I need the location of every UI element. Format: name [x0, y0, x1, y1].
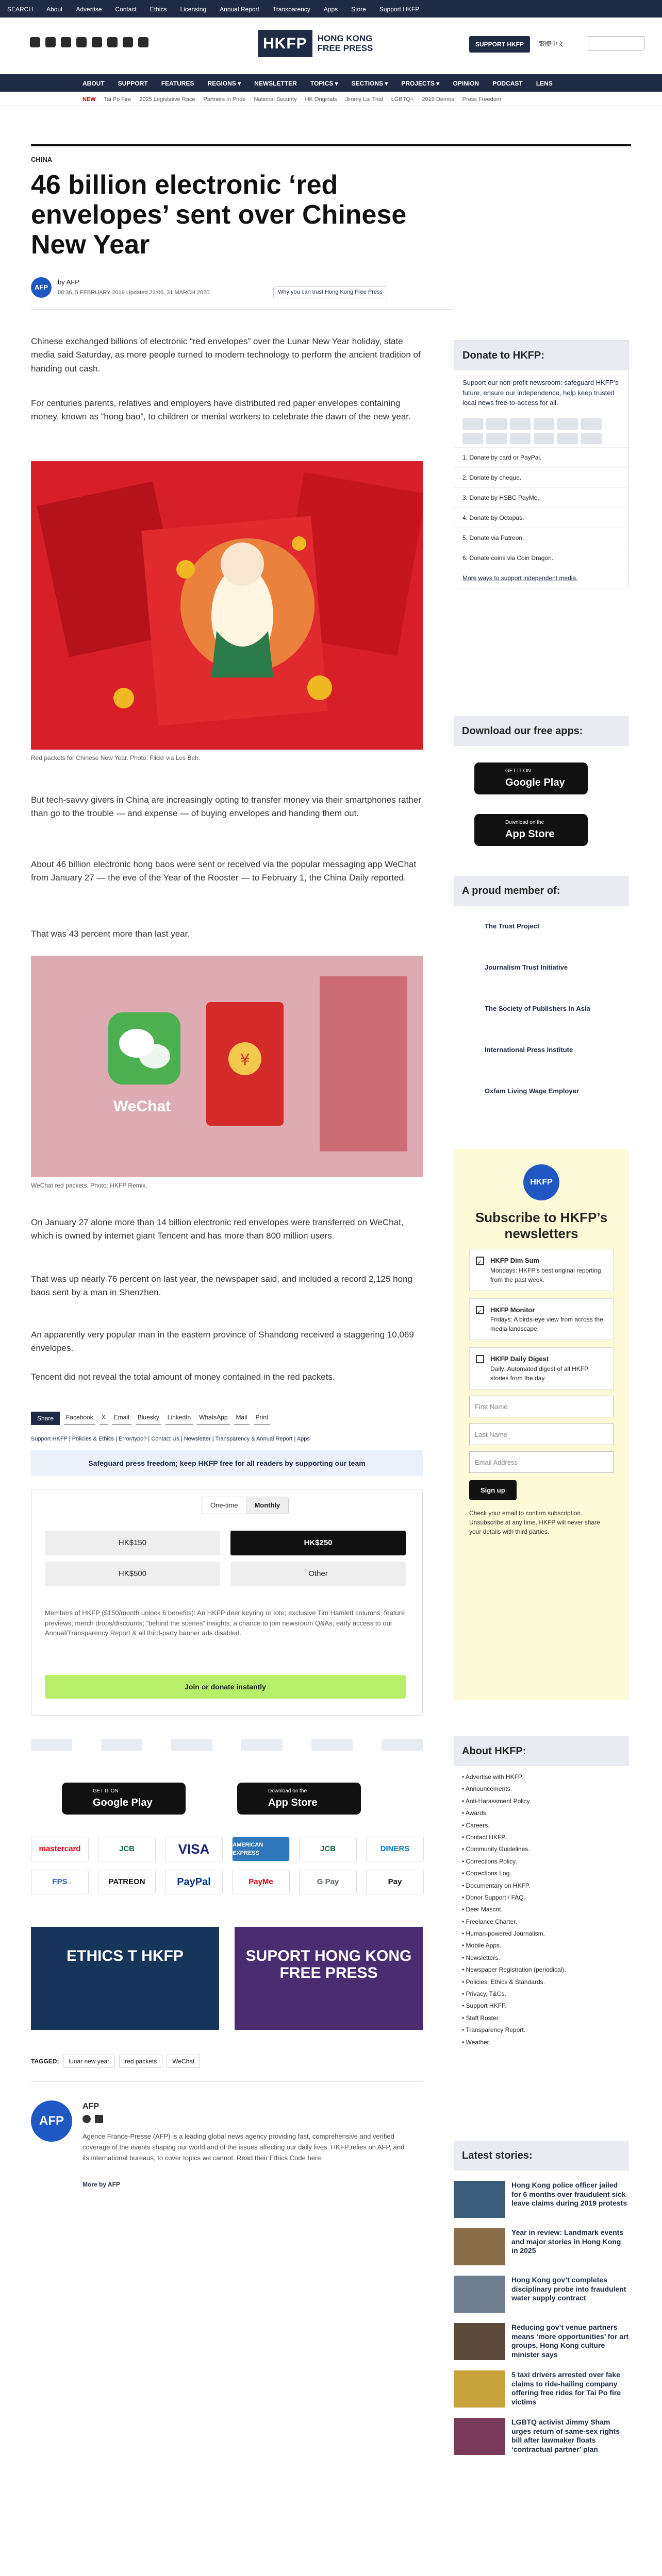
article-paragraph: About 46 billion electronic hong baos were sent or received via the popular messaging app WeChat from January 27 — the eve of the Year of the Rooster — to February 1, the China Daily reported.	[31, 859, 417, 883]
threads-icon[interactable]	[76, 37, 87, 47]
about-link[interactable]: • Corrections Policy.	[462, 1856, 621, 1868]
search-box[interactable]	[588, 36, 644, 50]
byline-author[interactable]: by AFP	[58, 278, 79, 286]
about-link[interactable]: • Freelance Charter.	[462, 1916, 621, 1928]
social-icons	[30, 37, 148, 47]
sidebar-latest	[454, 2141, 629, 2455]
about-link[interactable]: • Documentary on HKFP.	[462, 1880, 621, 1892]
about-link[interactable]: • Newspaper Registration (periodical).	[462, 1964, 621, 1976]
newsletter-name: HKFP Dim Sum	[490, 1257, 540, 1265]
more-by-author-link[interactable]: More by AFP	[82, 2181, 120, 2188]
amount-option-other[interactable]: Other	[230, 1562, 406, 1586]
article-paragraph: For centuries parents, relatives and employers have distributed red paper envelopes containing money, known as “hong bao”, to children or menial workers to celebrate the dawn of the new year.	[31, 398, 411, 422]
nav-features[interactable]: FEATURES	[161, 80, 194, 87]
title-rule	[31, 144, 631, 146]
member-oxfam[interactable]: Oxfam Living Wage Employer	[485, 1087, 580, 1095]
sidebar-google-play[interactable]	[474, 762, 588, 794]
story-headline[interactable]: Year in review: Landmark events and major stories in Hong Kong in 2025	[511, 2228, 624, 2255]
member-logo	[31, 1739, 72, 1751]
latest-story[interactable]	[454, 2181, 629, 2218]
about-link[interactable]: • Advertise with HKFP.	[462, 1771, 621, 1783]
story-thumbnail[interactable]	[454, 2418, 505, 2455]
about-link[interactable]: • Mobile Apps.	[462, 1940, 621, 1952]
member-logo	[382, 1739, 423, 1751]
hkfp-icon: HKFP	[523, 1164, 559, 1200]
amount-option-selected[interactable]: HK$250	[230, 1531, 406, 1555]
article-title: 46 billion electronic ‘red envelopes’ sent over Chinese New Year	[31, 170, 407, 260]
about-link[interactable]: • Donor Support / FAQ.	[462, 1892, 621, 1904]
topbar-link-support[interactable]: Support HKFP	[379, 6, 420, 13]
linkedin-icon[interactable]	[92, 37, 102, 47]
article-paragraph: Tencent did not reveal the total amount of money contained in the red packets.	[31, 1372, 335, 1382]
web-icon[interactable]	[82, 2115, 91, 2123]
member-logo	[311, 1739, 353, 1751]
nav-newsletter[interactable]: NEWSLETTER	[254, 80, 297, 87]
site-logo[interactable]	[258, 30, 373, 57]
latest-story[interactable]	[454, 2276, 629, 2313]
donate-methods	[454, 447, 628, 588]
share-email[interactable]: Email	[112, 1412, 131, 1425]
app-store-button[interactable]	[237, 1783, 361, 1815]
article-paragraph: That was up nearly 76 percent on last year, the newspaper said, and included a record 2,125 hong baos sent by a man in Shenzhen.	[31, 1274, 412, 1298]
visa-logo: VISA	[165, 1837, 223, 1861]
article-category[interactable]: CHINA	[31, 156, 53, 163]
tags-label: TAGGED:	[31, 2058, 59, 2065]
story-headline[interactable]: LGBTQ activist Jimmy Sham urges return of same-sex rights bill after lawmaker floats ‘contractual partner’ plan	[511, 2418, 620, 2453]
red-envelopes-photo	[31, 461, 423, 750]
app-store-label: App Store	[268, 1797, 318, 1808]
newsletter-signup	[454, 1149, 629, 1700]
author-box-name[interactable]: AFP	[82, 2102, 99, 2111]
share-bluesky[interactable]: Bluesky	[136, 1412, 161, 1425]
share-linkedin[interactable]: LinkedIn	[166, 1412, 193, 1425]
donate-method[interactable]: 2. Donate by cheque.	[454, 467, 628, 487]
article-paragraph: That was 43 percent more than last year.	[31, 929, 190, 939]
topbar-link-apps[interactable]: Apps	[323, 6, 338, 13]
share-whatsapp[interactable]: WhatsApp	[197, 1412, 229, 1425]
trending-link[interactable]: 2019 Demos	[422, 96, 454, 103]
support-hkfp-button[interactable]: SUPPORT HKFP	[469, 36, 530, 53]
topbar-link-licensing[interactable]: Licensing	[180, 6, 207, 13]
about-link[interactable]: • Transparency Report.	[462, 2024, 621, 2036]
about-link[interactable]: • Corrections Log.	[462, 1868, 621, 1879]
newsletter-title: Subscribe to HKFP’s newsletters	[475, 1210, 608, 1242]
sidebar-members-title: A proud member of:	[454, 876, 629, 906]
sidebar-donate-title: Donate to HKFP:	[454, 341, 628, 370]
email-field[interactable]: Email Address	[469, 1451, 614, 1473]
nav-regions[interactable]: REGIONS ▾	[207, 80, 241, 87]
card-logo	[534, 433, 554, 444]
logo-line2: FREE PRESS	[317, 43, 373, 53]
sidebar-apps-title: Download our free apps:	[454, 716, 629, 746]
tab-monthly[interactable]: Monthly	[246, 1497, 288, 1514]
article-paragraph: But tech-savvy givers in China are increasingly opting to transfer money via their smartphones rather than go to the trouble — and expense — of buying envelopes and handing them out.	[31, 795, 421, 819]
amount-option[interactable]: HK$150	[45, 1531, 220, 1555]
sidebar-donate-text[interactable]: Support our non-profit newsroom: safeguard HKFP’s future, ensure our independence, help keep trusted local news free-to-access for all.	[462, 379, 619, 406]
why-trust-link[interactable]: Why you can trust Hong Kong Free Press	[273, 286, 387, 298]
membership-benefits: Members of HKFP ($150/month unlock 6 benefits): An HKFP deer keyring or tote; exclusive Tim Hamlett columns; feature previews; merch drops/discounts; “behind the scenes” insights; a chance to join newsroom Q&As; early access to our Annual/Transparency Report & all third-party banner ads disabled.	[45, 1609, 405, 1637]
card-logo	[486, 433, 507, 444]
about-link[interactable]: • Deer Mascot.	[462, 1904, 621, 1916]
card-logo	[581, 418, 602, 430]
donate-method[interactable]: 5. Donate via Patreon.	[454, 528, 628, 548]
about-link[interactable]: • Awards.	[462, 1807, 621, 1819]
topbar-link-store[interactable]: Store	[351, 6, 366, 13]
sign-up-button[interactable]: Sign up	[469, 1480, 517, 1501]
topbar-link-advertise[interactable]: Advertise	[76, 6, 102, 13]
about-link[interactable]: • Anti-Harassment Policy.	[462, 1795, 621, 1807]
member-logo	[171, 1739, 212, 1751]
amex-logo: AMERICAN EXPRESS	[232, 1837, 290, 1861]
trending-link[interactable]: National Security	[254, 96, 297, 103]
google-play-label: Google Play	[505, 776, 565, 788]
about-link[interactable]: • Support HKFP.	[462, 2000, 621, 2012]
google-play-button[interactable]	[62, 1783, 186, 1815]
nav-topics[interactable]: TOPICS ▾	[310, 80, 338, 87]
card-logo	[462, 418, 483, 430]
checkbox-checked-icon[interactable]: ✓	[476, 1257, 484, 1265]
nav-sections[interactable]: SECTIONS ▾	[351, 80, 388, 87]
support-promo[interactable]: SUPORT HONG KONG FREE PRESS	[235, 1927, 423, 2030]
card-logo	[581, 433, 602, 444]
logo-text	[318, 34, 373, 53]
tag-link[interactable]: WeChat	[167, 2055, 200, 2068]
article-paragraph: On January 27 alone more than 14 billion electronic red envelopes were transferred on WeChat, which is owned by internet giant Tencent and has more than 800 million users.	[31, 1217, 404, 1241]
author-avatar[interactable]: AFP	[31, 277, 52, 298]
checkbox-icon[interactable]	[476, 1355, 484, 1363]
sidebar-members	[454, 876, 629, 1112]
more-ways-link[interactable]: More ways to support independent media.	[454, 568, 628, 588]
author-bio: Agence France-Presse (AFP) is a leading global news agency providing fast, comprehensive and verified coverage of the events shaping our world and of the issues affecting our daily lives. HKFP relies on AFP, and its international bureaus, to cover topics we cannot. Read their Ethics Code here.	[82, 2132, 405, 2162]
author-box	[31, 2081, 423, 2226]
story-headline[interactable]: 5 taxi drivers arrested over fake claims to ride-hailing company offering free rides for Tai Po fire victims	[511, 2370, 621, 2406]
donate-frequency-tabs	[202, 1497, 289, 1514]
ethics-promo[interactable]: ETHICS T HKFP	[31, 1927, 219, 2030]
trending-link[interactable]: LGBTQ+	[391, 96, 414, 103]
about-link[interactable]: • Weather.	[462, 2037, 621, 2048]
nav-opinion[interactable]: OPINION	[453, 80, 479, 87]
sidebar-about-title: About HKFP:	[454, 1736, 629, 1766]
donate-method[interactable]: 4. Donate by Octopus.	[454, 507, 628, 528]
topbar-link-search[interactable]: SEARCH	[7, 6, 34, 13]
checkbox-checked-icon[interactable]: ✓	[476, 1306, 484, 1314]
donate-widget	[31, 1489, 423, 1716]
member-logo	[241, 1739, 283, 1751]
member-jti[interactable]: Journalism Trust Initiative	[485, 963, 568, 972]
about-link[interactable]: • Human-powered Journalism.	[462, 1928, 621, 1940]
x-icon[interactable]	[95, 2115, 103, 2123]
wechat-red-packets-photo	[31, 956, 423, 1177]
trending-link[interactable]: Tai Po Fire	[104, 96, 131, 103]
story-thumbnail[interactable]	[454, 2276, 505, 2313]
newsletter-option[interactable]	[469, 1347, 614, 1389]
story-headline[interactable]: Hong Kong police officer jailed for 6 months over fraudulent sick leave claims during 2019 protests	[511, 2181, 627, 2207]
card-logo	[510, 418, 531, 430]
rss-icon[interactable]	[138, 37, 148, 47]
new-badge: NEW	[82, 96, 96, 103]
app-store-small: Download on the	[268, 1788, 307, 1794]
story-thumbnail[interactable]	[454, 2228, 505, 2265]
tag-link[interactable]: red packets	[119, 2055, 162, 2068]
instagram-icon[interactable]	[61, 37, 71, 47]
policy-links[interactable]: Support HKFP | Policies & Ethics | Error/typo? | Contact Us | Newsletter | Transparency & Annual Report | Apps	[31, 1436, 310, 1442]
newsletter-name: HKFP Monitor	[490, 1306, 535, 1314]
photo-caption: WeChat red packets. Photo: HKFP Remix.	[31, 1182, 147, 1189]
card-logos	[454, 415, 628, 447]
mastercard-logo: mastercard	[31, 1837, 89, 1861]
latest-story[interactable]	[454, 2418, 629, 2455]
topbar-link-contact[interactable]: Contact	[115, 6, 137, 13]
sidebar-about	[454, 1736, 629, 2054]
main-nav	[0, 74, 662, 92]
newsletter-desc: Daily: Automated digest of all HKFP stories from the day.	[490, 1365, 588, 1382]
story-thumbnail[interactable]	[454, 2181, 505, 2218]
about-link[interactable]: • Community Guidelines.	[462, 1843, 621, 1855]
member-sopa[interactable]: The Society of Publishers in Asia	[485, 1005, 590, 1013]
email-icon[interactable]	[123, 37, 133, 47]
safeguard-banner[interactable]: Safeguard press freedom; keep HKFP free for all readers by supporting our team	[31, 1450, 423, 1476]
svg-text:¥: ¥	[240, 1051, 250, 1069]
logo-mark: HKFP	[258, 30, 312, 57]
newsletter-name: HKFP Daily Digest	[490, 1355, 549, 1363]
trending-link[interactable]: Partners in Pride	[203, 96, 246, 103]
topbar-link-about[interactable]: About	[46, 6, 63, 13]
member-trust-project[interactable]: The Trust Project	[485, 922, 540, 930]
divider	[31, 309, 454, 310]
first-name-field[interactable]: First Name	[469, 1396, 614, 1417]
byline	[31, 273, 454, 309]
newsletter-option[interactable]	[469, 1298, 614, 1341]
amount-option[interactable]: HK$500	[45, 1562, 220, 1586]
tag-link[interactable]: lunar new year	[63, 2055, 115, 2068]
app-store-small: Download on the	[505, 819, 544, 825]
about-link[interactable]: • Staff Roster.	[462, 2012, 621, 2024]
apple-pay-logo: Pay	[366, 1870, 424, 1894]
google-play-small: GET IT ON	[93, 1788, 119, 1794]
sidebar-apps	[454, 716, 629, 746]
jcb-logo: JCB	[299, 1837, 357, 1861]
nav-lens[interactable]: LENS	[536, 80, 553, 87]
trending-link[interactable]: 2025 Legislative Race	[139, 96, 195, 103]
publish-date: 08:36, 5 FEBRUARY 2019 Updated 23:06, 31 MARCH 2020	[58, 290, 210, 296]
top-utility-bar	[0, 0, 662, 18]
wechat-logo-text: WeChat	[113, 1098, 171, 1115]
trending-link[interactable]: Press Freedom	[462, 96, 501, 103]
fps-logo: FPS	[31, 1870, 89, 1894]
share-print[interactable]: Print	[254, 1412, 271, 1425]
about-link[interactable]: • Announcements.	[462, 1783, 621, 1795]
app-store-label: App Store	[505, 828, 555, 840]
payment-methods	[31, 1837, 423, 1894]
payme-logo: PayMe	[232, 1870, 290, 1894]
card-logo	[534, 418, 554, 430]
nav-podcast[interactable]: PODCAST	[492, 80, 523, 87]
masthead	[0, 18, 662, 74]
card-logo	[486, 418, 507, 430]
youtube-icon[interactable]	[107, 37, 118, 47]
share-bar	[31, 1412, 270, 1425]
about-links	[454, 1766, 629, 2054]
x-icon[interactable]	[45, 37, 56, 47]
share-x[interactable]: X	[100, 1412, 108, 1425]
about-link[interactable]: • Privacy, T&Cs.	[462, 1988, 621, 2000]
donate-method[interactable]: 6. Donate coins via Coin Dragon.	[454, 548, 628, 568]
google-play-label: Google Play	[93, 1797, 153, 1808]
share-facebook[interactable]: Facebook	[64, 1412, 95, 1425]
donate-method[interactable]: 1. Donate by card or PayPal.	[454, 447, 628, 467]
article-paragraph: Chinese exchanged billions of electronic “red envelopes” over the Lunar New Year holiday, state media said Saturday, as more people turned to modern technology to perform the ancient tradition of handing out cash.	[31, 336, 421, 374]
last-name-field[interactable]: Last Name	[469, 1423, 614, 1445]
nav-support[interactable]: SUPPORT	[118, 80, 148, 87]
about-link[interactable]: • Contact HKFP.	[462, 1832, 621, 1843]
member-logo	[101, 1739, 142, 1751]
about-link[interactable]: • Careers.	[462, 1820, 621, 1832]
latest-story[interactable]	[454, 2323, 629, 2360]
logo-line1: HONG KONG	[317, 33, 373, 43]
tags	[31, 2055, 200, 2068]
facebook-icon[interactable]	[30, 37, 40, 47]
about-link[interactable]: • Policies, Ethics & Standards.	[462, 1976, 621, 1988]
author-box-avatar[interactable]: AFP	[31, 2100, 72, 2142]
story-headline[interactable]: Reducing gov’t venue partners means ‘more opportunities’ for art groups, Hong Kong culture minister says	[511, 2323, 629, 2359]
share-label: Share	[31, 1412, 60, 1425]
join-donate-button[interactable]: Join or donate instantly	[45, 1675, 406, 1699]
paypal-logo: PayPal	[165, 1870, 223, 1894]
google-play-small: GET IT ON	[505, 768, 531, 774]
story-headline[interactable]: Hong Kong gov’t completes disciplinary probe into fraudulent water supply contract	[511, 2276, 626, 2302]
donate-method[interactable]: 3. Donate by HSBC PayMe.	[454, 487, 628, 507]
nav-projects[interactable]: PROJECTS ▾	[401, 80, 440, 87]
membership-logos	[31, 1739, 423, 1751]
article-paragraph: An apparently very popular man in the eastern province of Shandong received a staggering 10,069 envelopes.	[31, 1330, 414, 1353]
photo-caption: Red packets for Chinese New Year. Photo: Flickr via Les Beh.	[31, 754, 201, 761]
patreon-logo: PATREON	[98, 1870, 156, 1894]
language-switch[interactable]: 繁體中文	[539, 40, 564, 47]
sidebar-app-store[interactable]	[474, 814, 588, 846]
author-social	[82, 2115, 103, 2123]
topbar-link-ethics[interactable]: Ethics	[150, 6, 167, 13]
card-logo	[462, 433, 483, 444]
trending-link[interactable]: HK Originals	[305, 96, 337, 103]
diners-logo: DINERS	[366, 1837, 424, 1861]
topbar-link-annual-report[interactable]: Annual Report	[220, 6, 259, 13]
google-pay-logo: G Pay	[299, 1870, 357, 1894]
sidebar-donate	[454, 340, 629, 588]
newsletter-desc: Mondays: HKFP’s best original reporting from the past week.	[490, 1266, 601, 1283]
story-thumbnail[interactable]	[454, 2370, 505, 2408]
about-link[interactable]: • Newsletters.	[462, 1952, 621, 1964]
newsletter-note: Check your email to confirm subscription. Unsubscribe at any time. HKFP will never share your details with third parties.	[469, 1510, 600, 1536]
latest-story[interactable]	[454, 2228, 629, 2265]
tab-one-time[interactable]: One-time	[210, 1501, 238, 1509]
jcb-logo: JCB	[98, 1837, 156, 1861]
member-ipi[interactable]: International Press Institute	[485, 1046, 573, 1054]
story-thumbnail[interactable]	[454, 2323, 505, 2360]
trending-bar	[0, 92, 662, 106]
nav-about[interactable]: ABOUT	[82, 80, 105, 87]
card-logo	[557, 418, 578, 430]
share-mail[interactable]: Mail	[234, 1412, 250, 1425]
latest-story[interactable]	[454, 2370, 629, 2408]
newsletter-option[interactable]	[469, 1249, 614, 1291]
card-logo	[510, 433, 531, 444]
newsletter-desc: Fridays: A birds-eye view from across the media landscape.	[490, 1316, 603, 1333]
card-logo	[557, 433, 578, 444]
trending-link[interactable]: Jimmy Lai Trial	[345, 96, 383, 103]
sidebar-latest-title: Latest stories:	[454, 2141, 629, 2171]
topbar-link-transparency[interactable]: Transparency	[272, 6, 310, 13]
